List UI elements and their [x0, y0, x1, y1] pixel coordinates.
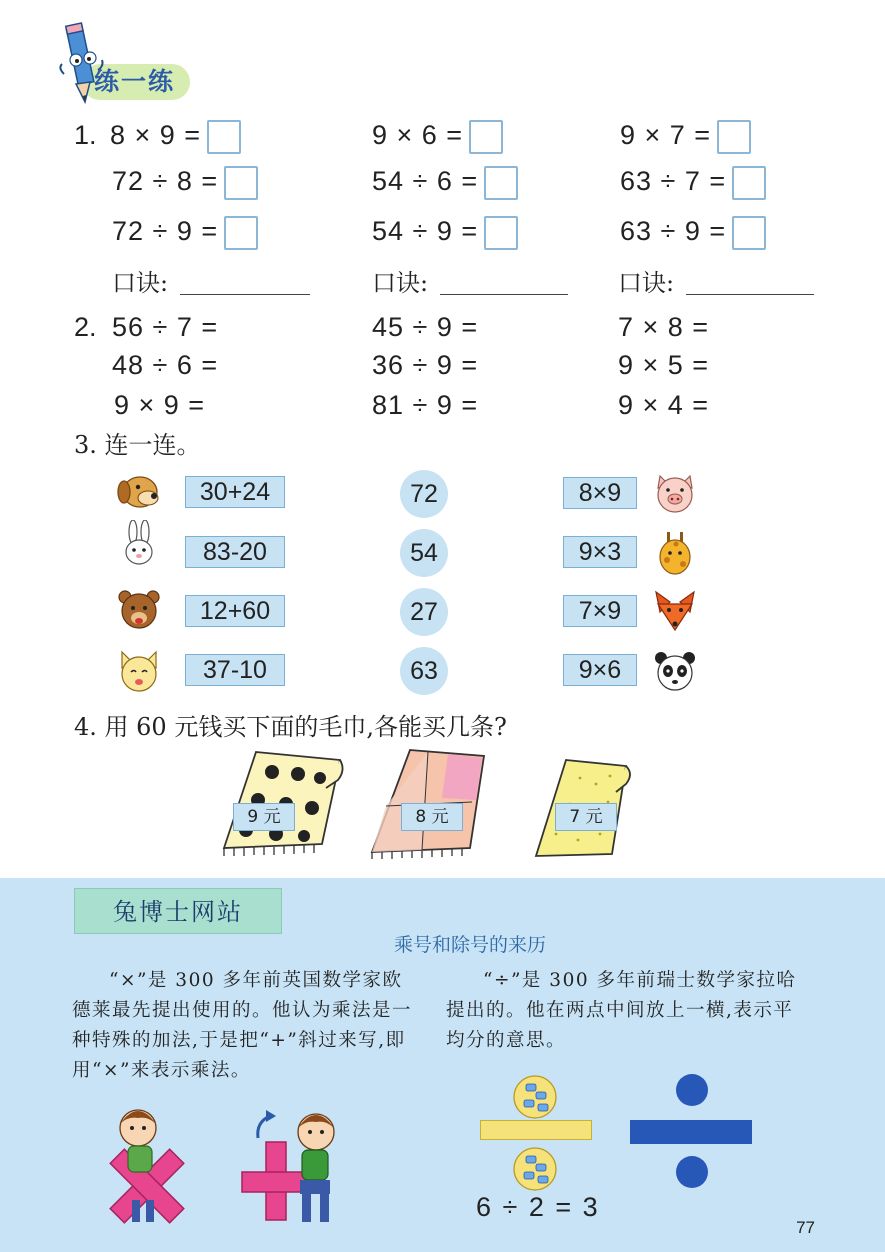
q1-eq-r1c1: 8 × 9 =: [110, 118, 241, 154]
paragraph-multiply: “×”是 300 多年前英国数学家欧德莱最先提出使用的。他认为乘法是一种特殊的加法,于是把“+”斜过来写,即用“×”来表示乘法。: [72, 970, 413, 1081]
q4-title: 4. 用 60 元钱买下面的毛巾,各能买几条?: [74, 713, 507, 741]
q2-eq-r3c2: 81 ÷ 9 =: [372, 390, 479, 420]
q2-eq-r3c1: 9 × 9 =: [114, 390, 206, 420]
middle-number-1[interactable]: 72: [400, 470, 448, 518]
page-number: 77: [796, 1218, 815, 1237]
giraffe-icon: [652, 530, 698, 576]
price-tag-1: 9 元: [233, 803, 295, 831]
q1-eq-r2c1: 72 ÷ 8 =: [112, 164, 258, 200]
answer-box[interactable]: [717, 120, 751, 154]
q1-eq-r3c2: 54 ÷ 9 =: [372, 214, 518, 250]
q2-eq-r2c3: 9 × 5 =: [618, 350, 710, 380]
left-card-2[interactable]: 83-20: [185, 536, 285, 568]
rhyme-label-1: 口诀:: [112, 269, 169, 297]
right-card-3[interactable]: 7×9: [563, 595, 637, 627]
rhyme-label-2: 口诀:: [372, 269, 429, 297]
answer-box[interactable]: [469, 120, 503, 154]
answer-box[interactable]: [207, 120, 241, 154]
pig-icon: [652, 470, 698, 516]
answer-box[interactable]: [484, 166, 518, 200]
right-card-4[interactable]: 9×6: [563, 654, 637, 686]
q2-eq-r1c3: 7 × 8 =: [618, 312, 710, 342]
rabbit-icon: [116, 520, 162, 566]
dog-icon: [116, 468, 162, 514]
q2-eq-r2c2: 36 ÷ 9 =: [372, 350, 479, 380]
q1-eq-r2c2: 54 ÷ 6 =: [372, 164, 518, 200]
rhyme-answer-line-2[interactable]: [440, 294, 568, 295]
price-tag-2: 8 元: [401, 803, 463, 831]
cat-icon: [116, 648, 162, 694]
right-card-2[interactable]: 9×3: [563, 536, 637, 568]
q2-eq-r1c2: 45 ÷ 9 =: [372, 312, 479, 342]
q1-eq-r2c3: 63 ÷ 7 =: [620, 164, 766, 200]
rhyme-answer-line-1[interactable]: [180, 294, 310, 295]
paragraph-divide: “÷”是 300 多年前瑞士数学家拉哈提出的。他在两点中间放上一横,表示平均分的意思。: [446, 970, 797, 1051]
left-card-3[interactable]: 12+60: [185, 595, 285, 627]
q1-eq-r1c2: 9 × 6 =: [372, 118, 503, 154]
middle-number-3[interactable]: 27: [400, 588, 448, 636]
answer-box[interactable]: [732, 166, 766, 200]
boy-holding-plus-sign-icon: [240, 1102, 360, 1232]
division-equation: 6 ÷ 2 = 3: [476, 1192, 600, 1222]
panda-icon: [652, 648, 698, 694]
site-tag: 兔博士网站: [74, 888, 282, 934]
middle-number-2[interactable]: 54: [400, 529, 448, 577]
answer-box[interactable]: [484, 216, 518, 250]
info-subtitle: 乘号和除号的来历: [393, 934, 546, 956]
q3-title: 3. 连一连。: [74, 431, 201, 459]
rhyme-answer-line-3[interactable]: [686, 294, 814, 295]
q1-eq-r1c3: 9 × 7 =: [620, 118, 751, 154]
answer-box[interactable]: [224, 216, 258, 250]
header-title: 练一练: [94, 67, 176, 96]
q2-eq-r2c1: 48 ÷ 6 =: [112, 350, 219, 380]
fox-icon: [652, 588, 698, 634]
left-card-1[interactable]: 30+24: [185, 476, 285, 508]
candy-plate-bottom-icon: [512, 1146, 558, 1192]
bear-icon: [116, 586, 162, 632]
q1-eq-r3c3: 63 ÷ 9 =: [620, 214, 766, 250]
right-card-1[interactable]: 8×9: [563, 477, 637, 509]
answer-box[interactable]: [732, 216, 766, 250]
candy-plate-top-icon: [512, 1074, 558, 1120]
fraction-bar: [480, 1120, 592, 1140]
middle-number-4[interactable]: 63: [400, 647, 448, 695]
boy-holding-times-sign-icon: [92, 1100, 202, 1230]
q2-number: 2.: [74, 312, 97, 342]
q2-eq-r1c1: 56 ÷ 7 =: [112, 312, 219, 342]
left-card-4[interactable]: 37-10: [185, 654, 285, 686]
header-badge: [52, 56, 192, 104]
rhyme-label-3: 口诀:: [618, 269, 675, 297]
q1-eq-r3c1: 72 ÷ 9 =: [112, 214, 258, 250]
price-tag-3: 7 元: [555, 803, 617, 831]
answer-box[interactable]: [224, 166, 258, 200]
q2-eq-r3c3: 9 × 4 =: [618, 390, 710, 420]
q1-number: 1.: [74, 120, 97, 150]
